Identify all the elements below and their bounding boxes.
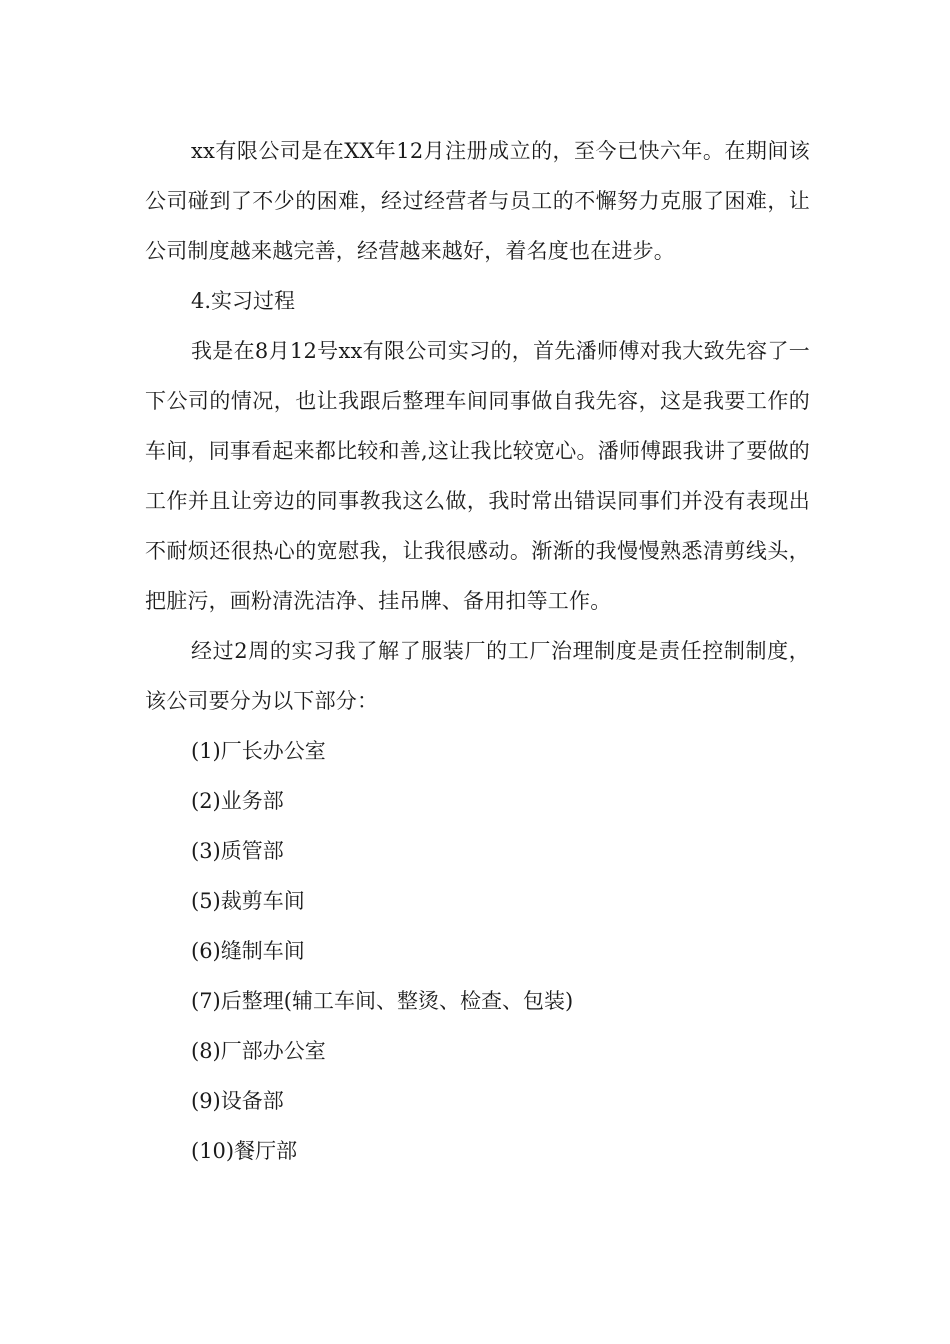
document-page	[145, 126, 810, 1176]
department-list	[145, 726, 810, 1176]
paragraph-management-system: 经过2周的实习我了解了服装厂的工厂治理制度是责任控制制度，该公司要分为以下部分：	[145, 639, 810, 713]
list-item: (10)餐厅部	[191, 1139, 298, 1163]
paragraph-internship-experience: 我是在8月12号xx有限公司实习的，首先潘师傅对我大致先容了一下公司的情况，也让我跟后整理车间同事做自我先容，这是我要工作的车间，同事看起来都比较和善,这让我比较宽心。潘师傅跟我讲了要做的工作并且让旁边的同事教我这么做，我时常出错误同事们并没有表现出不耐烦还很热心的宽慰我，让我很感动。渐渐的我慢慢熟悉清剪线头，把脏污，画粉清洗洁净、挂吊牌、备用扣等工作。	[145, 339, 810, 613]
list-item: (1)厂长办公室	[191, 739, 326, 763]
list-item: (6)缝制车间	[191, 939, 305, 963]
list-item: (3)质管部	[191, 839, 284, 863]
list-item: (2)业务部	[191, 789, 284, 813]
list-item: (9)设备部	[191, 1089, 284, 1113]
list-item: (7)后整理(辅工车间、整烫、检查、包装)	[191, 989, 574, 1013]
list-item: (5)裁剪车间	[191, 889, 305, 913]
section-heading-internship-process: 4.实习过程	[191, 289, 296, 313]
list-item: (8)厂部办公室	[191, 1039, 326, 1063]
paragraph-company-intro: xx有限公司是在XX年12月注册成立的，至今已快六年。在期间该公司碰到了不少的困难，经过经营者与员工的不懈努力克服了困难，让公司制度越来越完善，经营越来越好，着名度也在进步。	[145, 139, 810, 263]
